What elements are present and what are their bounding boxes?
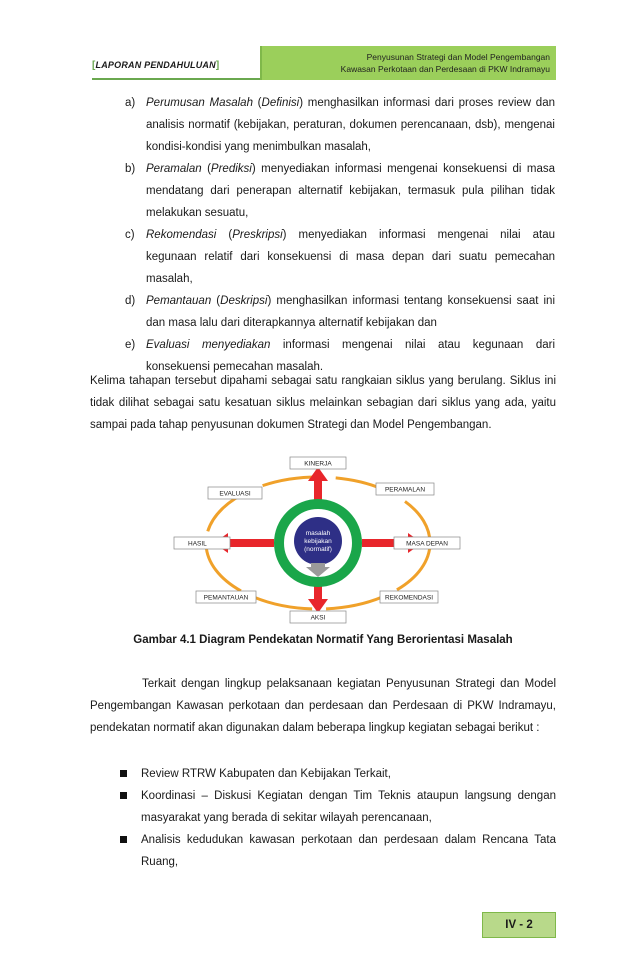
bullet-text: Review RTRW Kabupaten dan Kebijakan Terkait, bbox=[141, 768, 391, 780]
list-paren-term: Definisi bbox=[261, 97, 300, 109]
lettered-list bbox=[125, 92, 555, 378]
square-bullet-icon bbox=[120, 792, 127, 799]
center-line2: kebijakan bbox=[304, 538, 332, 545]
list-text: menghasilkan informasi tentang konsekuensi saat ini dan masa lalu dari diterapkannya alternatif kebijakan dan bbox=[146, 295, 556, 329]
page-header bbox=[92, 46, 556, 80]
list-term: Evaluasi menyediakan bbox=[146, 339, 271, 351]
list-paren-term: Deskripsi bbox=[220, 295, 268, 307]
header-right-line1: Penyusunan Strategi dan Model Pengembangan bbox=[366, 52, 550, 62]
list-paren-term: Preskripsi bbox=[232, 229, 283, 241]
center-line1: masalah bbox=[305, 530, 331, 537]
list-item: b) Peramalan (Prediksi) menyediakan informasi mengenai konsekuensi di masa mendatang dari penerapan alternatif kebijakan, termasuk pula pilihan tidak melakukan sesuatu, bbox=[125, 158, 555, 224]
normative-approach-diagram bbox=[168, 455, 468, 625]
bullet-item bbox=[120, 829, 556, 873]
list-marker: b) bbox=[125, 163, 136, 175]
list-marker: c) bbox=[125, 229, 135, 241]
arrow-left bbox=[224, 539, 274, 547]
label-hasil: HASIL bbox=[188, 540, 207, 548]
list-marker: d) bbox=[125, 295, 136, 307]
center-line3: (normatif) bbox=[304, 546, 332, 553]
bullet-text: Analisis kedudukan kawasan perkotaan dan perdesaan dalam Rencana Tata Ruang, bbox=[141, 834, 556, 868]
page-number: IV - 2 bbox=[482, 912, 556, 938]
bullet-text: Koordinasi – Diskusi Kegiatan dengan Tim Teknis ataupun langsung dengan masyarakat yang berada di sekitar wilayah perencanaan, bbox=[141, 790, 556, 824]
header-report-title bbox=[92, 60, 219, 71]
bullet-item bbox=[120, 763, 556, 785]
paragraph-scope: Terkait dengan lingkup pelaksanaan kegiatan Penyusunan Strategi dan Model Pengembangan Kawasan perkotaan dan perdesaan dan Perdesaan di PKW Indramayu, pendekatan normatif akan digunakan dalam beberapa lingkup kegiatan sebagai berikut : bbox=[90, 678, 556, 734]
list-item: a) Perumusan Masalah (Definisi) menghasilkan informasi dari proses review dan analisis normatif (kebijakan, peraturan, dokumen perencanaan, dsb), mengenai kondisi-kondisi yang menimbulkan masalah, bbox=[125, 92, 555, 158]
list-term: Peramalan bbox=[146, 163, 202, 175]
bullet-list bbox=[120, 763, 556, 873]
label-pemantauan: PEMANTAUAN bbox=[203, 594, 249, 602]
list-item: c) Rekomendasi (Preskripsi) menyediakan informasi mengenai nilai atau kegunaan relatif dari konsekuensi di masa depan dari suatu pemecahan masalah, bbox=[125, 224, 555, 290]
list-marker: e) bbox=[125, 339, 136, 351]
list-term: Pemantauan bbox=[146, 295, 212, 307]
figure-caption: Gambar 4.1 Diagram Pendekatan Normatif Yang Berorientasi Masalah bbox=[133, 634, 513, 646]
list-text: informasi mengenai nilai atau kegunaan dari konsekuensi pemecahan masalah. bbox=[146, 339, 555, 373]
list-term: Rekomendasi bbox=[146, 229, 217, 241]
bracket-open: [ bbox=[92, 60, 96, 71]
label-peramalan: PERAMALAN bbox=[384, 486, 426, 494]
header-right-line2: Kawasan Perkotaan dan Perdesaan di PKW Indramayu bbox=[340, 64, 550, 74]
list-text: menghasilkan informasi dari proses review dan analisis normatif (kebijakan, peraturan, dokumen perencanaan, dsb), mengenai kondisi-kondisi yang menimbulkan masalah, bbox=[146, 97, 555, 153]
bracket-close: ] bbox=[215, 60, 220, 71]
square-bullet-icon bbox=[120, 836, 127, 843]
list-text: menyediakan informasi mengenai konsekuensi di masa mendatang dari penerapan alternatif kebijakan, termasuk pula pilihan tidak melakukan sesuatu, bbox=[146, 163, 555, 219]
list-marker: a) bbox=[125, 97, 136, 109]
label-aksi: AKSI bbox=[310, 614, 326, 622]
list-paren-term: Prediksi bbox=[210, 163, 252, 175]
list-term: Perumusan Masalah bbox=[146, 97, 253, 109]
header-left bbox=[92, 46, 260, 80]
header-left-title: LAPORAN PENDAHULUAN bbox=[95, 60, 216, 70]
square-bullet-icon bbox=[120, 770, 127, 777]
label-evaluasi: EVALUASI bbox=[219, 490, 251, 498]
label-masa-depan: MASA DEPAN bbox=[406, 540, 448, 548]
label-kinerja: KINERJA bbox=[304, 460, 332, 468]
header-right bbox=[260, 46, 556, 80]
paragraph-cycle: Kelima tahapan tersebut dipahami sebagai satu rangkaian siklus yang berulang. Siklus ini tidak dilihat sebagai satu kesatuan siklus melainkan sebagian dari siklus yang ada, yaitu sampai pada tahap penyusunan dokumen Strategi dan Model Pengembangan. bbox=[90, 375, 556, 431]
list-text: menyediakan informasi mengenai nilai atau kegunaan relatif dari konsekuensi di masa depan dari suatu pemecahan masalah, bbox=[146, 229, 555, 285]
label-rekomendasi: REKOMENDASI bbox=[384, 594, 434, 602]
list-item: d) Pemantauan (Deskripsi) menghasilkan informasi tentang konsekuensi saat ini dan masa lalu dari diterapkannya alternatif kebijakan dan bbox=[125, 290, 555, 334]
bullet-item bbox=[120, 785, 556, 829]
